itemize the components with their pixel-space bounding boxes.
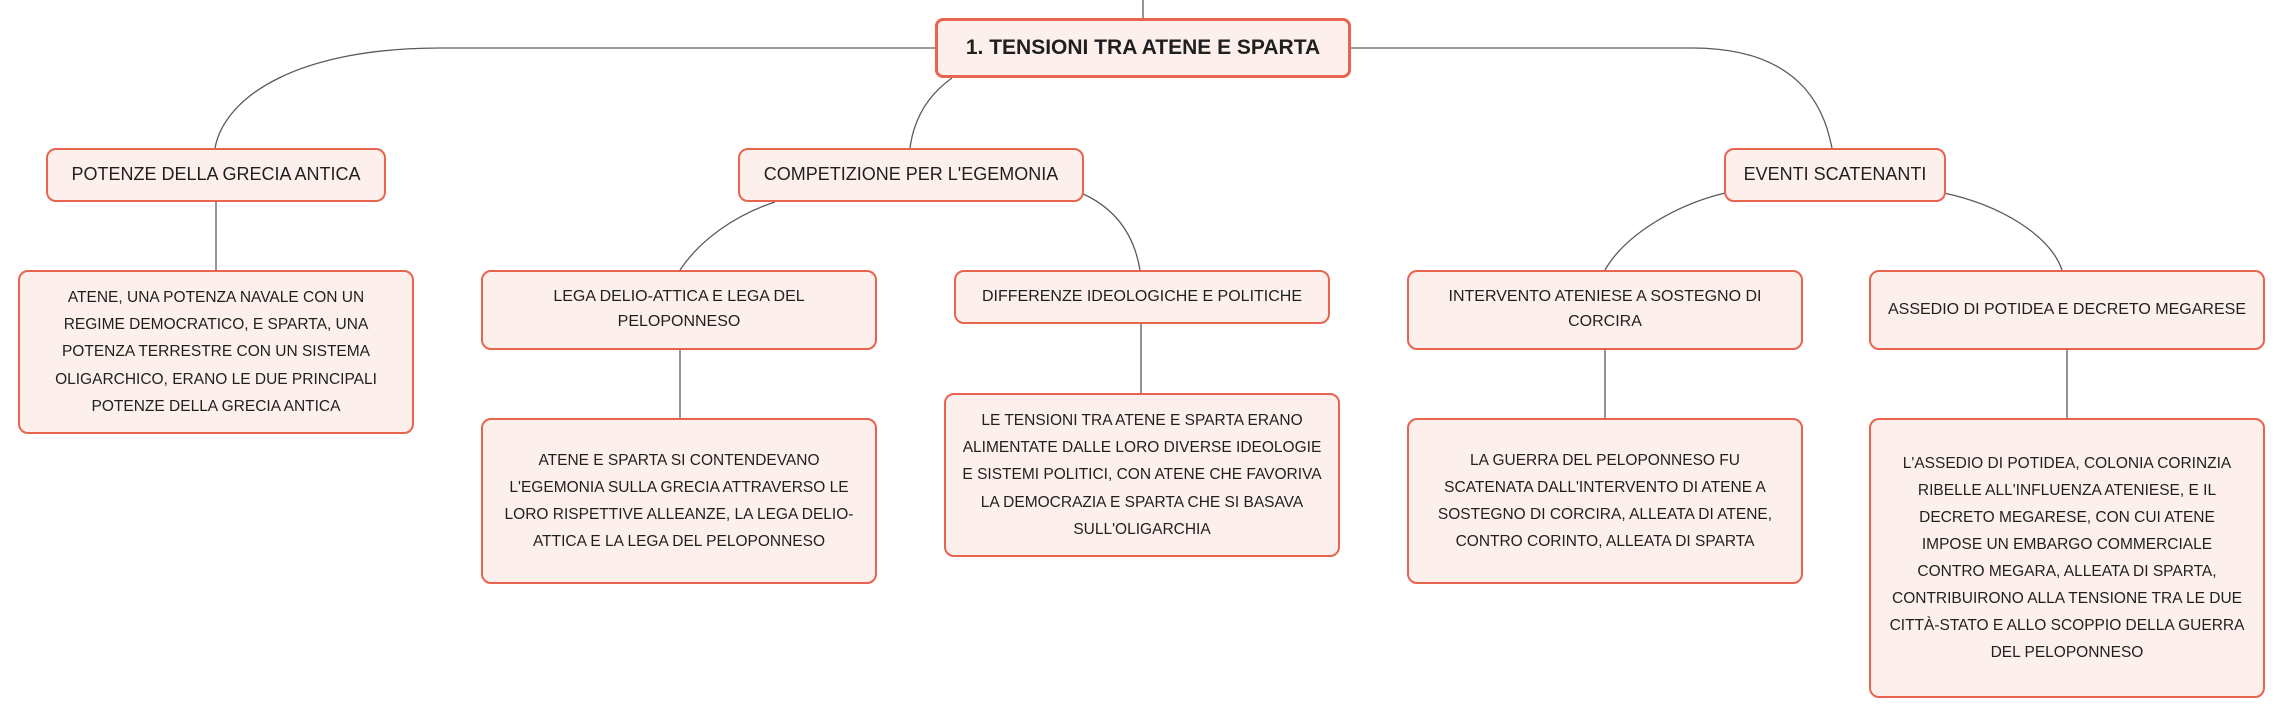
branch-potenze[interactable]	[46, 148, 386, 202]
branch-competizione[interactable]	[738, 148, 1084, 202]
detail-differenze-text: LE TENSIONI TRA ATENE E SPARTA ERANO ALIMENTATE DALLE LORO DIVERSE IDEOLOGIE E SISTEMI POLITICI, CON ATENE CHE FAVORIVA LA DEMOCRAZIA E SPARTA CHE SI BASAVA SULL'OLIGARCHIA	[962, 412, 1322, 538]
detail-intervento-text: LA GUERRA DEL PELOPONNESO FU SCATENATA DALL'INTERVENTO DI ATENE A SOSTEGNO DI CORCIRA, ALLEATA DI ATENE, CONTRO CORINTO, ALLEATA DI SPARTA	[1437, 451, 1773, 551]
connector-eventi-to-assedio	[1944, 193, 2062, 270]
detail-differenze[interactable]	[944, 393, 1340, 557]
topic-assedio-label: ASSEDIO DI POTIDEA E DECRETO MEGARESE	[1887, 300, 2246, 318]
connector-root-to-eventi	[1351, 48, 1832, 148]
topic-differenze-label: DIFFERENZE IDEOLOGICHE E POLITICHE	[981, 287, 1303, 305]
detail-assedio[interactable]	[1869, 418, 2265, 698]
connector-competizione-to-differenze	[1081, 193, 1140, 270]
connector-eventi-to-intervento	[1605, 193, 1725, 270]
branch-eventi-label: EVENTI SCATENANTI	[1743, 164, 1927, 185]
topic-differenze[interactable]	[954, 270, 1330, 324]
root-topic[interactable]	[935, 18, 1351, 78]
topic-intervento[interactable]	[1407, 270, 1803, 350]
branch-eventi[interactable]	[1724, 148, 1946, 202]
detail-intervento[interactable]	[1407, 418, 1803, 584]
topic-assedio[interactable]	[1869, 270, 2265, 350]
detail-potenze[interactable]	[18, 270, 414, 434]
topic-intervento-label: INTERVENTO ATENIESE A SOSTEGNO DI CORCIRA	[1448, 288, 1762, 330]
topic-lega[interactable]	[481, 270, 877, 350]
branch-potenze-label: POTENZE DELLA GRECIA ANTICA	[71, 164, 361, 185]
connector-competizione-to-lega	[680, 202, 775, 270]
connector-root-to-competizione	[910, 78, 952, 148]
root-topic-label: 1. TENSIONI TRA ATENE E SPARTA	[965, 35, 1321, 59]
detail-potenze-text: ATENE, UNA POTENZA NAVALE CON UN REGIME DEMOCRATICO, E SPARTA, UNA POTENZA TERRESTRE CON UN SISTEMA OLIGARCHICO, ERANO LE DUE PRINCIPALI POTENZE DELLA GRECIA ANTICA	[55, 289, 377, 415]
topic-lega-label: LEGA DELIO-ATTICA E LEGA DEL PELOPONNESO	[553, 288, 805, 330]
connector-root-to-potenze	[215, 48, 935, 148]
detail-assedio-text: L'ASSEDIO DI POTIDEA, COLONIA CORINZIA RIBELLE ALL'INFLUENZA ATENIESE, E IL DECRETO MEGARESE, CON CUI ATENE IMPOSE UN EMBARGO COMMERCIALE CONTRO MEGARA, ALLEATA DI SPARTA, CONTRIBUIRONO ALLA TENSIONE TRA LE DUE CITTÀ-STATO E ALLO SCOPPIO DELLA GUERRA DEL PELOPONNESO	[1889, 454, 2245, 662]
detail-lega[interactable]	[481, 418, 877, 584]
branch-competizione-label: COMPETIZIONE PER L'EGEMONIA	[763, 164, 1059, 185]
detail-lega-text: ATENE E SPARTA SI CONTENDEVANO L'EGEMONIA SULLA GRECIA ATTRAVERSO LE LORO RISPETTIVE ALLEANZE, LA LEGA DELIO-ATTICA E LA LEGA DEL PELOPONNESO	[504, 451, 854, 551]
